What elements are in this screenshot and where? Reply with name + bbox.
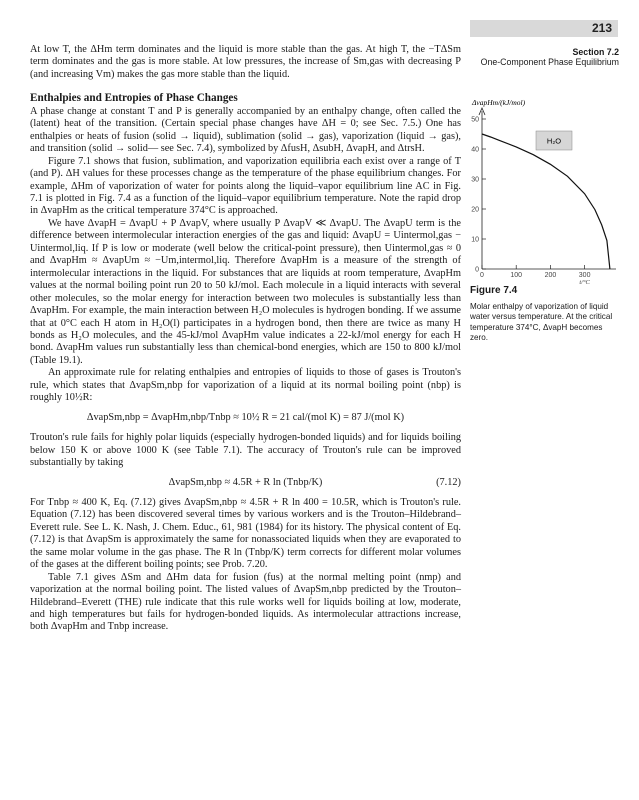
section-heading: Enthalpies and Entropies of Phase Changes [30,92,238,105]
y-tick-label: 50 [471,116,479,124]
page-number: 213 [591,21,612,35]
paragraph: At low T, the ΔHm term dominates and the liquid is more stable than the gas. At high T, the −TΔSm term dominates and the gas is more stable. At low pressures, the increase of Sm,gas with decreasing P (and increasing Vm) makes the gas more stable than the liquid. [30,44,461,80]
paragraph: Trouton's rule fails for highly polar liquids (especially hydrogen-bonded liquids) and for liquids boiling below 150 K or above 1000 K (see Table 7.1). The accuracy of Trouton's rule can be improved substantially by taking [30,432,461,469]
y-tick-label: 40 [471,146,479,154]
y-tick-label: 0 [475,266,479,274]
running-header [481,47,619,67]
equation-number: (7.12) [436,476,461,488]
page-number-bar [470,20,618,37]
paragraph: Table 7.1 gives ΔSm and ΔHm data for fusion (fus) at the normal melting point (nmp) and vaporization at the normal boiling point. The listed values of ΔvapSm,nbp predicted by the Trouton–Hildebrand–Everett (THE) rule indicate that this rule works well for liquids boiling at low, moderate, and high temperatures but fails for hydrogen-bonded liquids. As intermolecular attractions increase, both ΔvapHm and Tnbp increase. [30,571,461,633]
series-line-h2o [482,134,610,269]
y-tick-label: 10 [471,236,479,244]
y-tick-label: 20 [471,206,479,214]
equation-7-12 [30,477,461,489]
main-text [30,44,461,634]
paragraph: An approximate rule for relating enthalpies and entropies of liquids to those of gases is Trouton's rule, which states that ΔvapSm,nbp for vaporization of a liquid at its normal boiling point (nbp) is roughly 10½R: [30,367,461,404]
y-tick-label: 30 [471,176,479,184]
x-tick-label: 100 [510,272,523,279]
paragraph: For Tnbp ≈ 400 K, Eq. (7.12) gives ΔvapSm,nbp ≈ 4.5R + R ln 400 = 10.5R, which is Trouton's rule. Equation (7.12) has been discovered several times by various workers and is the Trouton–Hildebrand–Everett rule. See L. K. Nash, J. Chem. Educ., 61, 981 (1984) for its history. The physical content of Eq. (7.12) is that ΔvapSm is approximately the same for nonassociated liquids when they are evaporated to the same molar volume in the gas phase. The R ln (Tnbp/K) term corrects for different molar volumes of the gases at the different boiling points; see Prob. 7.20. [30,496,461,571]
x-tick-label: 200 [544,272,557,279]
paragraph: We have ΔvapH = ΔvapU + P ΔvapV, where usually P ΔvapV ≪ ΔvapU. The ΔvapU term is the difference between intermolecular interaction energies of the gas and liquid: ΔvapU = Uintermol,gas − Uintermol,liq. If P is low or moderate (well below the critical-point pressure), then Uintermol,gas ≈ 0 and ΔvapHm ≈ ΔvapUm ≈ −Um,intermol,liq. Therefore ΔvapHm is a measure of the strength of intermolecular interactions in the liquid. For substances that are liquids at room temperature, ΔvapHm values at the normal boiling point run 20 to 50 kJ/mol. Each molecule in a liquid interacts with several other molecules, so the molar energy for interaction between two molecules is substantially less than ΔvapHm. For example, the main interaction between H₂O molecules is hydrogen bonding. If we assume that at 0°C each H atom in H₂O(l) participates in a hydrogen bond, then there are twice as many H bonds as H₂O molecules, and the 45-kJ/mol ΔvapHm value indicates a 22-kJ/mol energy for each H bond. ΔvapHm values run substantially less than chemical-bond energies, which are 150 to 800 kJ/mol (Table 19.1). [30,217,461,366]
x-tick-label: 300 [578,272,591,279]
section-label: Section 7.2 [572,47,619,57]
equation-body: ΔvapSm,nbp ≈ 4.5R + R ln (Tnbp/K) [168,476,323,488]
figure-caption-title: Figure 7.4 [470,285,518,296]
equation-trouton: ΔvapSm,nbp = ΔvapHm,nbp/Tnbp ≈ 10½ R = 21 cal/(mol K) = 87 J/(mol K) [86,411,405,423]
x-tick-label: 0 [480,272,484,279]
figure-7-4-chart [468,99,620,284]
legend-label: H₂O [546,136,562,146]
figure-caption: Molar enthalpy of vaporization of liquid water versus temperature. At the critical temperature 374°C, ΔvapH becomes zero. [470,302,613,343]
y-axis-label: ΔvapHm/(kJ/mol) [472,99,526,107]
section-title: One-Component Phase Equilibrium [480,57,619,67]
paragraph: A phase change at constant T and P is generally accompanied by an enthalpy change, often called the (latent) heat of the transition. (Certain special phase changes have ΔH = 0; see Sec. 7.5.) One has enthalpies or heats of fusion (solid → liquid), sublimation (solid → gas), vaporization (liquid → gas), and transition (solid → solid— see Sec. 7.4), symbolized by ΔfusH, ΔsubH, ΔvapH, and ΔtrsH. [30,105,461,155]
paragraph: Figure 7.1 shows that fusion, sublimation, and vaporization equilibria each exist over a range of T (and P). ΔH values for these processes change as the temperature of the phase equilibrium changes. For example, ΔHm of vaporization of water for points along the liquid–vapor equilibrium line AC in Fig. 7.1 is plotted in Fig. 7.4 as a function of the liquid–vapor equilibrium temperature. Note the rapid drop in ΔvapHm as the critical temperature 374°C is approached. [30,155,461,217]
x-axis-label: t/°C [579,279,590,284]
